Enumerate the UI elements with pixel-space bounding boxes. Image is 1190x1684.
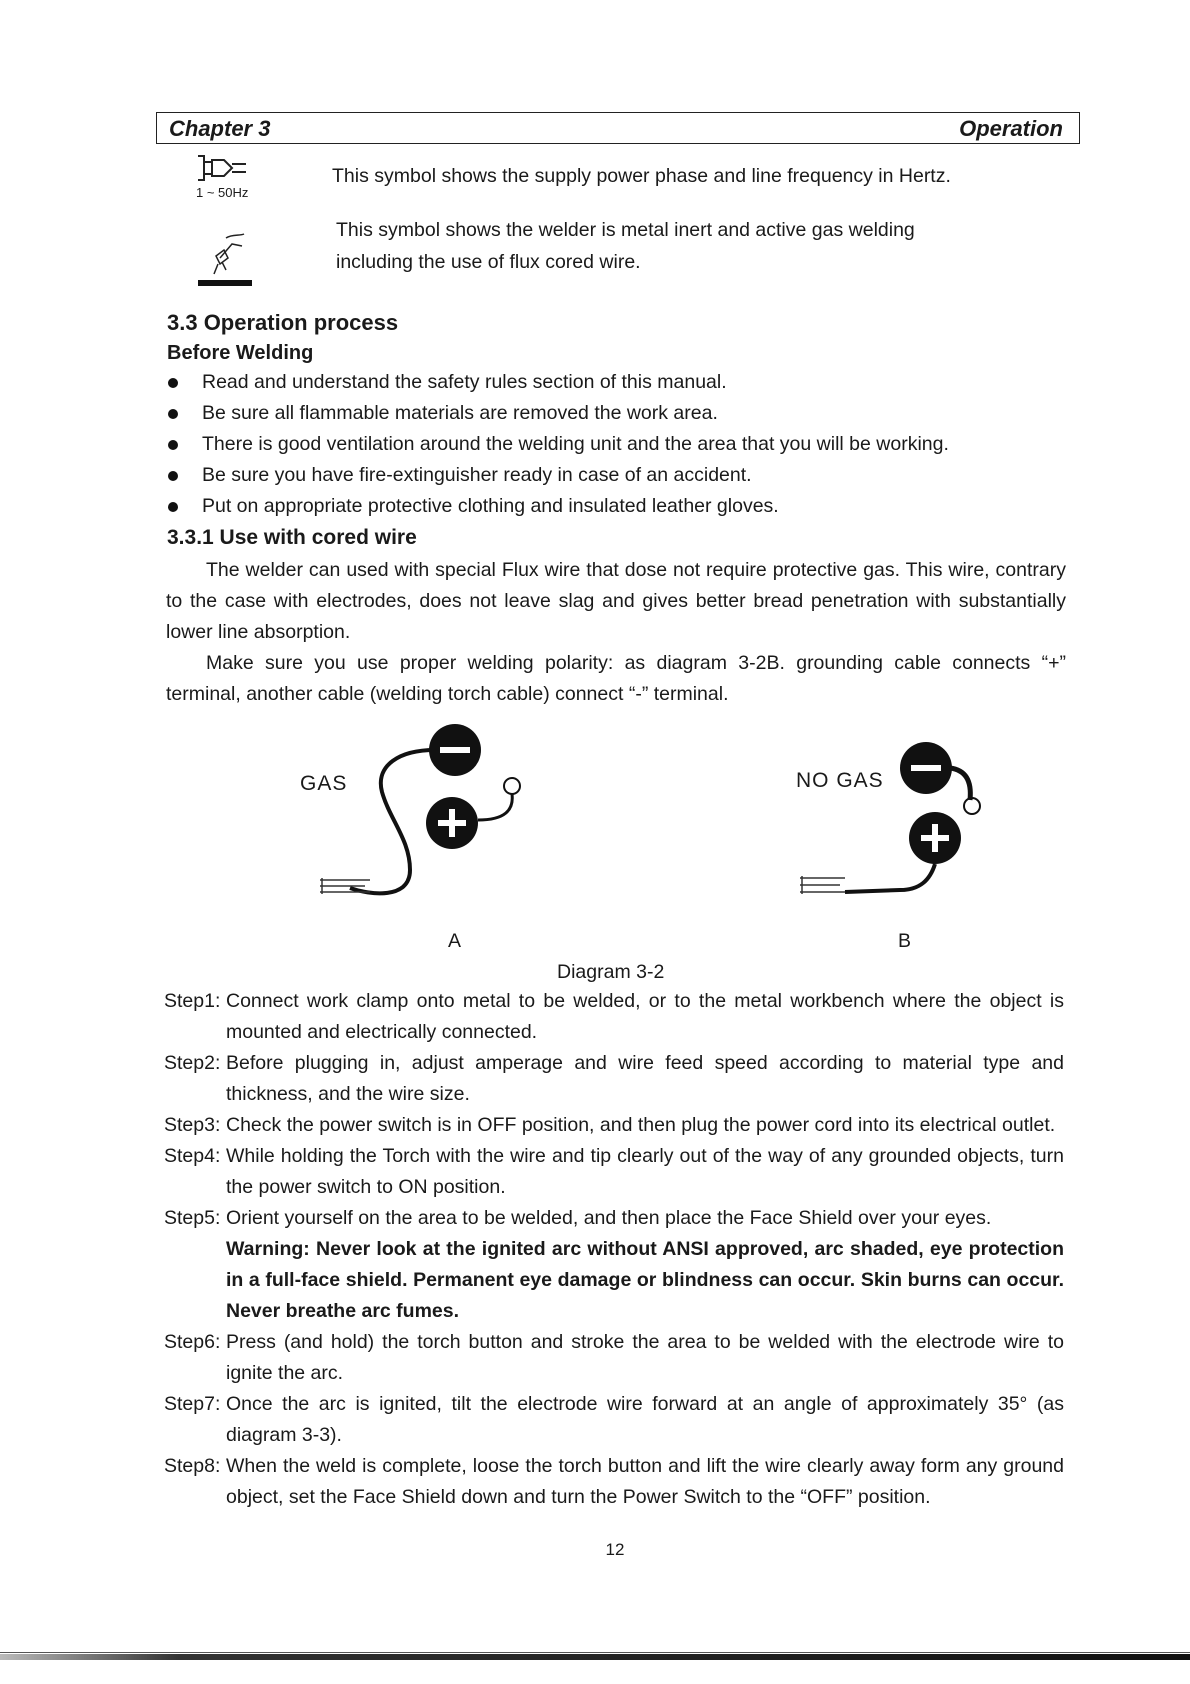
step-item	[164, 1141, 1064, 1203]
list-item	[164, 367, 1064, 398]
symbol-description-2	[336, 214, 1076, 278]
symbol-description: This symbol shows the supply power phase and line frequency in Hertz.	[332, 165, 951, 187]
step-label: Step3:	[164, 1114, 221, 1136]
diagram-letter-b: B	[898, 930, 912, 952]
symbol-line: This symbol shows the welder is metal inert and active gas welding	[336, 219, 915, 241]
paragraph: The welder can used with special Flux wire that dose not require protective gas. This wire, contrary to the case with electrodes, does not leave slag and gives better bread penetration with substantially lower line absorption.	[166, 559, 1066, 643]
section-title: 3.3 Operation process	[167, 310, 399, 335]
bullet-icon	[168, 378, 178, 388]
subsection-title: Before Welding	[167, 342, 314, 364]
step-item	[164, 1451, 1064, 1513]
bullet-text: Be sure all flammable materials are removed the work area.	[202, 402, 718, 424]
step-text: Check the power switch is in OFF position, and then plug the power cord into its electrical outlet.	[226, 1114, 1056, 1136]
step-label: Step2:	[164, 1052, 221, 1074]
section-label: Operation	[959, 116, 1063, 141]
subsection-title-cored: 3.3.1 Use with cored wire	[167, 526, 417, 549]
step-label: Step8:	[164, 1455, 221, 1477]
list-item	[164, 460, 1064, 491]
step-text: Once the arc is ignited, tilt the electrode wire forward at an angle of approximately 35° (as diagram 3-3).	[226, 1393, 1064, 1446]
bullet-text: Put on appropriate protective clothing and insulated leather gloves.	[202, 495, 779, 517]
diagram-b-drawing	[790, 730, 1020, 910]
step-label: Step5:	[164, 1207, 221, 1229]
step-text: Before plugging in, adjust amperage and wire feed speed according to material type and thickness, and the wire size.	[226, 1052, 1064, 1105]
diagram-label-gas: GAS	[300, 772, 348, 795]
step-item	[164, 1327, 1064, 1389]
step-label: Step7:	[164, 1393, 221, 1415]
diagram-a-drawing	[310, 720, 540, 910]
step-label: Step4:	[164, 1145, 221, 1167]
power-plug-icon	[190, 152, 260, 202]
step-item	[164, 1110, 1064, 1141]
steps-list	[164, 986, 1064, 1513]
diagram-label-no-gas: NO GAS	[796, 769, 884, 792]
paragraph: Make sure you use proper welding polarity: as diagram 3-2B. grounding cable connects “+” terminal, another cable (welding torch cable) connect “-” terminal.	[166, 652, 1066, 705]
bullet-text: There is good ventilation around the welding unit and the area that you will be working.	[202, 433, 949, 455]
warning-text: Warning: Never look at the ignited arc without ANSI approved, arc shaded, eye protection in a full-face shield. Permanent eye damage or blindness can occur. Skin burns can occur. Never breathe arc fumes.	[226, 1238, 1064, 1322]
bullet-icon	[168, 471, 178, 481]
chapter-label: Chapter 3	[169, 116, 271, 141]
step-text: While holding the Torch with the wire and tip clearly out of the way of any grounded objects, turn the power switch to ON position.	[226, 1145, 1064, 1198]
footer-rule	[0, 1654, 1190, 1660]
step-text: Orient yourself on the area to be welded, and then place the Face Shield over your eyes.	[226, 1207, 992, 1229]
bullet-text: Read and understand the safety rules section of this manual.	[202, 371, 727, 393]
step-text: Press (and hold) the torch button and stroke the area to be welded with the electrode wire to ignite the arc.	[226, 1331, 1064, 1384]
diagram-caption: Diagram 3-2	[557, 961, 665, 983]
bullet-icon	[168, 440, 178, 450]
footer-rule-thin	[0, 1652, 1190, 1653]
step-item	[164, 986, 1064, 1048]
list-item	[164, 398, 1064, 429]
step-item	[164, 1048, 1064, 1110]
bullet-list	[164, 367, 1064, 522]
page-number: 12	[605, 1540, 625, 1559]
bullet-icon	[168, 409, 178, 419]
diagram-letter-a: A	[448, 930, 462, 952]
step-text: When the weld is complete, loose the torch button and lift the wire clearly away form any ground object, set the Face Shield down and turn the Power Switch to the “OFF” position.	[226, 1455, 1064, 1508]
step-label: Step1:	[164, 990, 221, 1012]
step-label: Step6:	[164, 1331, 221, 1353]
list-item	[164, 491, 1064, 522]
bullet-text: Be sure you have fire-extinguisher ready in case of an accident.	[202, 464, 752, 486]
step-text: Connect work clamp onto metal to be welded, or to the metal workbench where the object is mounted and electrically connected.	[226, 990, 1064, 1043]
step-item	[164, 1389, 1064, 1451]
list-item	[164, 429, 1064, 460]
phase-caption: 1 ~ 50Hz	[196, 185, 249, 200]
bullet-icon	[168, 502, 178, 512]
mig-torch-icon	[196, 228, 256, 288]
step-item	[164, 1203, 1064, 1234]
symbol-line: including the use of flux cored wire.	[336, 251, 641, 273]
chapter-header	[156, 112, 1080, 144]
